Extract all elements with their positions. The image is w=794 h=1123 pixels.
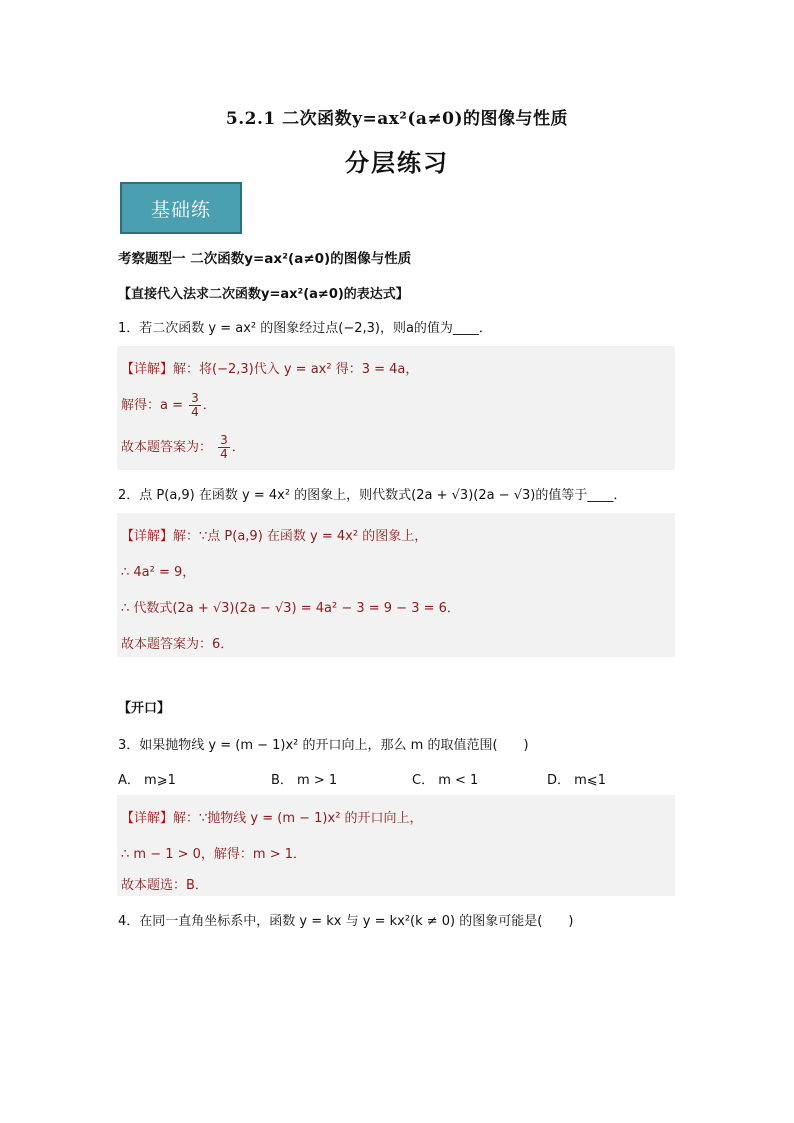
answer-2-line-1: 【详解】解：∵点 P(a,9) 在函数 y = 4x² 的图象上， (121, 529, 428, 544)
page-title: 5.2.1 二次函数y=ax²(a≠0)的图像与性质 (225, 109, 569, 129)
option-a: A． m⩾1 (118, 773, 176, 788)
question-1: 1．若二次函数 y = ax² 的图象经过点(−2,3)，则a的值为____． (118, 321, 492, 336)
detail-tag: 【详解】 (121, 811, 174, 826)
fraction: $\frac{3}{4}$ (191, 391, 199, 419)
opening-heading: 【开口】 (118, 701, 171, 716)
section-heading: 考察题型一 二次函数y=ax²(a≠0)的图像与性质 (118, 251, 412, 267)
answer-2-line-2: ∴ 4a² = 9， (121, 565, 196, 580)
answer-box-1 (117, 346, 675, 470)
answer-2-line-4: 故本题答案为：6． (121, 637, 234, 652)
page-subtitle: 分层练习 (345, 149, 449, 177)
answer-1-line-1: 【详解】解：将(−2,3)代入 y = ax² 得：3 = 4a， (121, 362, 419, 377)
method-heading: 【直接代入法求二次函数y=ax²(a≠0)的表达式】 (118, 287, 409, 302)
question-2: 2．点 P(a,9) 在函数 y = 4x² 的图象上，则代数式(2a + √3)(2a − √3)的值等于____． (118, 488, 627, 503)
option-d: D． m⩽1 (547, 773, 606, 788)
answer-3-line-1: 【详解】解：∵抛物线 y = (m − 1)x² 的开口向上， (121, 811, 423, 826)
detail-tag: 【详解】 (121, 529, 174, 544)
question-3: 3．如果抛物线 y = (m − 1)x² 的开口向上，那么 m 的取值范围( ) (118, 738, 529, 753)
answer-3-line-3: 故本题选：B． (121, 878, 208, 893)
answer-1-line-2: 解得：a = $\frac{3}{4}$ ． (121, 391, 216, 419)
answer-box-2 (117, 513, 675, 657)
option-b: B． m > 1 (271, 773, 338, 788)
answer-1-line-3: 故本题答案为： $\frac{3}{4}$ ． (121, 433, 245, 461)
level-tag: 基础练 (120, 182, 242, 234)
answer-box-3 (117, 795, 675, 896)
question-4: 4．在同一直角坐标系中，函数 y = kx 与 y = kx²(k ≠ 0) 的图象可能是( ) (118, 914, 574, 929)
answer-3-line-2: ∴ m − 1 > 0，解得：m > 1． (121, 847, 307, 862)
fraction: $\frac{3}{4}$ (220, 433, 228, 461)
option-c: C． m < 1 (412, 773, 479, 788)
detail-tag: 【详解】 (121, 362, 174, 377)
answer-2-line-3: ∴ 代数式(2a + √3)(2a − √3) = 4a² − 3 = 9 − 3 = 6． (121, 601, 460, 616)
